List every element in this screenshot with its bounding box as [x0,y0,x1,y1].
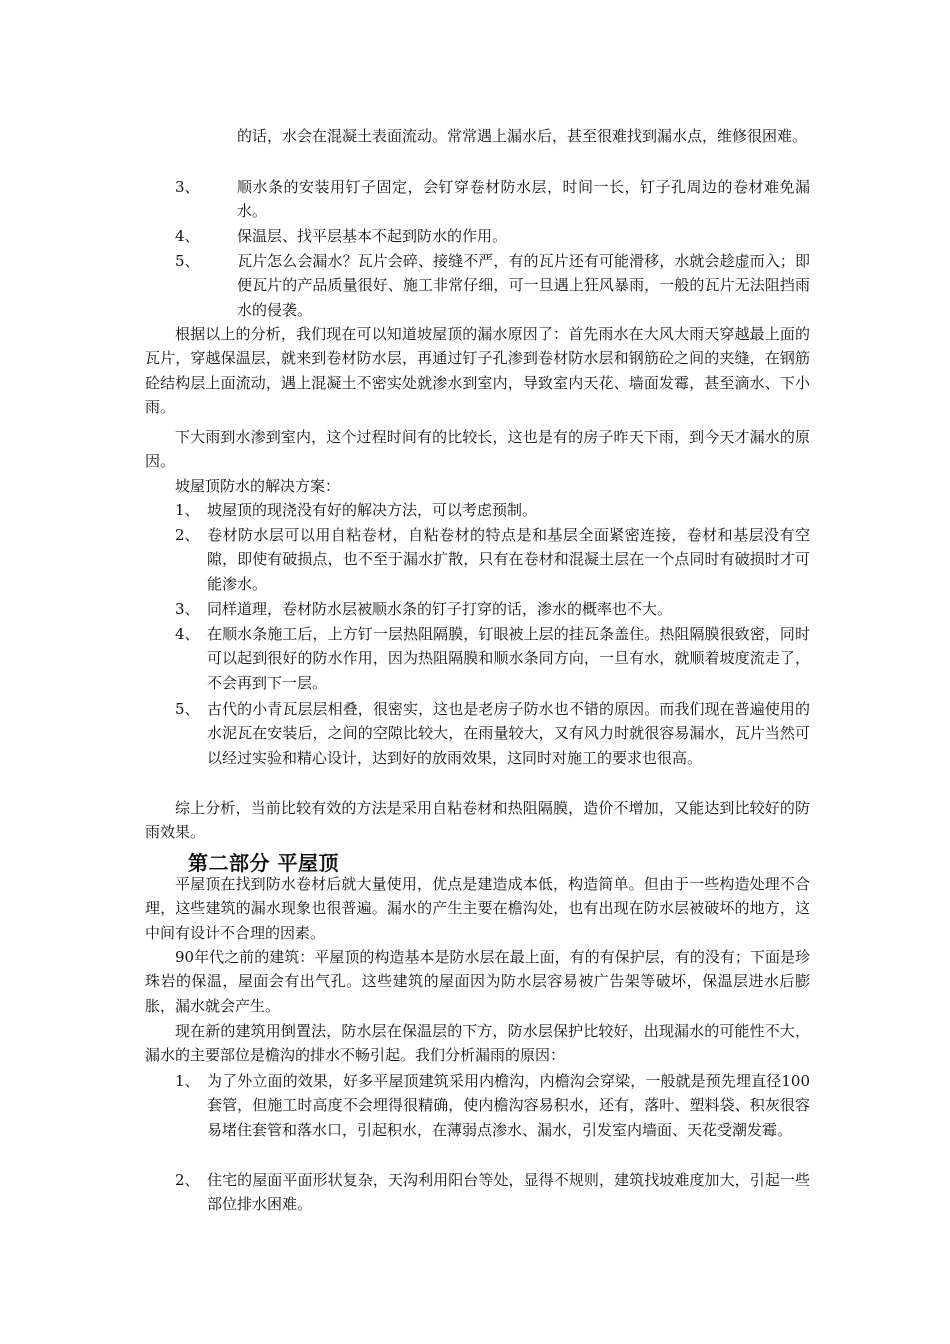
solutions-title: 坡屋顶防水的解决方案： [175,477,341,495]
summary-paragraph: 综上分析，当前比较有效的方法是采用自粘卷材和热阻隔膜，造价不增加，又能达到比较好的防雨效果。 [145,799,810,842]
list-number: 2、 [175,526,200,544]
list-number: 2、 [175,1171,200,1189]
flat-roof-paragraph-2: 90年代之前的建筑：平屋顶的构造基本是防水层在最上面，有的有保护层，有的没有；下面是珍珠岩的保温，屋面会有出气孔。这些建筑的屋面因为防水层容易被广告架等破坏，保温层进水后膨胀，漏水就会产生。 [145,948,810,1015]
flat-roof-paragraph-1: 平屋顶在找到防水卷材后就大量使用，优点是建造成本低，构造简单。但由于一些构造处理不合理，这些建筑的漏水现象也很普遍。漏水的产生主要在檐沟处，也有出现在防水层被破坏的地方，这中间有设计不合理的因素。 [145,875,810,942]
list-text: 保温层、找平层基本不起到防水的作用。 [237,227,508,245]
list-number: 5、 [175,252,200,270]
list-text: 顺水条的安装用钉子固定，会钉穿卷材防水层，时间一长，钉子孔周边的卷材难免漏水。 [237,178,810,221]
rain-paragraph: 下大雨到水渗到室内，这个过程时间有的比较长，这也是有的房子昨天下雨，到今天才漏水的原因。 [145,428,810,471]
solution-item-1 [145,498,810,522]
list-text: 卷材防水层可以用自粘卷材，自粘卷材的特点是和基层全面紧密连接，卷材和基层没有空隙，即使有破损点，也不至于漏水扩散，只有在卷材和混凝土层在一个点同时有破损时才可能渗水。 [207,526,810,593]
problem-item-5 [145,249,810,322]
list-text: 住宅的屋面平面形状复杂，天沟利用阳台等处，显得不规则，建筑找坡难度加大，引起一些部位排水困难。 [207,1171,810,1214]
list-number: 1、 [175,501,200,519]
list-text: 为了外立面的效果，好多平屋顶建筑采用内檐沟，内檐沟会穿梁，一般就是预先埋直径100套管，但施工时高度不会埋得很精确，使内檐沟容易积水，还有，落叶、塑料袋、积灰很容易堵住套管和落水口，引起积水，在薄弱点渗水、漏水，引发室内墙面、天花受潮发霉。 [207,1072,810,1139]
list-number: 4、 [175,227,200,245]
problem-item-4 [145,224,810,248]
flat-cause-item-2 [145,1168,810,1217]
list-text: 在顺水条施工后，上方钉一层热阻隔膜，钉眼被上层的挂瓦条盖住。热阻隔膜很致密，同时可以起到很好的防水作用，因为热阻隔膜和顺水条同方向，一旦有水，就顺着坡度流走了，不会再到下一层。 [207,625,810,692]
list-text: 古代的小青瓦层层相叠，很密实，这也是老房子防水也不错的原因。而我们现在普遍使用的水泥瓦在安装后，之间的空隙比较大，在雨量较大，又有风力时就很容易漏水，瓦片当然可以经过实验和精心设计，达到好的放雨效果，这同时对施工的要求也很高。 [207,700,810,767]
problem-item-3 [145,175,810,224]
list-number: 4、 [175,625,200,643]
analysis-paragraph: 根据以上的分析，我们现在可以知道坡屋顶的漏水原因了：首先雨水在大风大雨天穿越最上面的瓦片，穿越保温层，就来到卷材防水层，再通过钉子孔渗到卷材防水层和钢筋砼之间的夹缝，在钢筋砼结构层上面流动，遇上混凝土不密实处就渗水到室内，导致室内天花、墙面发霉，甚至滴水、下小雨。 [145,325,810,417]
list-text: 同样道理，卷材防水层被顺水条的钉子打穿的话，渗水的概率也不大。 [207,600,673,618]
solution-item-3 [145,597,810,621]
list-text: 瓦片怎么会漏水？瓦片会碎、接缝不严，有的瓦片还有可能滑移，水就会趁虚而入；即便瓦片的产品质量很好、施工非常仔细，可一旦遇上狂风暴雨，一般的瓦片无法阻挡雨水的侵袭。 [237,252,810,319]
solution-item-2 [145,523,810,596]
list-number: 5、 [175,700,200,718]
list-number: 3、 [175,178,200,196]
solution-item-4 [145,622,810,695]
top-continuation-text: 的话，水会在混凝土表面流动。常常遇上漏水后，甚至很难找到漏水点，维修很困难。 [237,127,808,145]
list-number: 3、 [175,600,200,618]
list-number: 1、 [175,1072,200,1090]
solution-item-5 [145,697,810,770]
list-text: 坡屋顶的现浇没有好的解决方法，可以考虑预制。 [207,501,538,519]
flat-cause-item-1 [145,1069,810,1142]
section-heading: 第二部分 平屋顶 [188,851,339,875]
flat-roof-paragraph-3: 现在新的建筑用倒置法，防水层在保温层的下方，防水层保护比较好，出现漏水的可能性不大，漏水的主要部位是檐沟的排水不畅引起。我们分析漏雨的原因： [145,1022,810,1065]
